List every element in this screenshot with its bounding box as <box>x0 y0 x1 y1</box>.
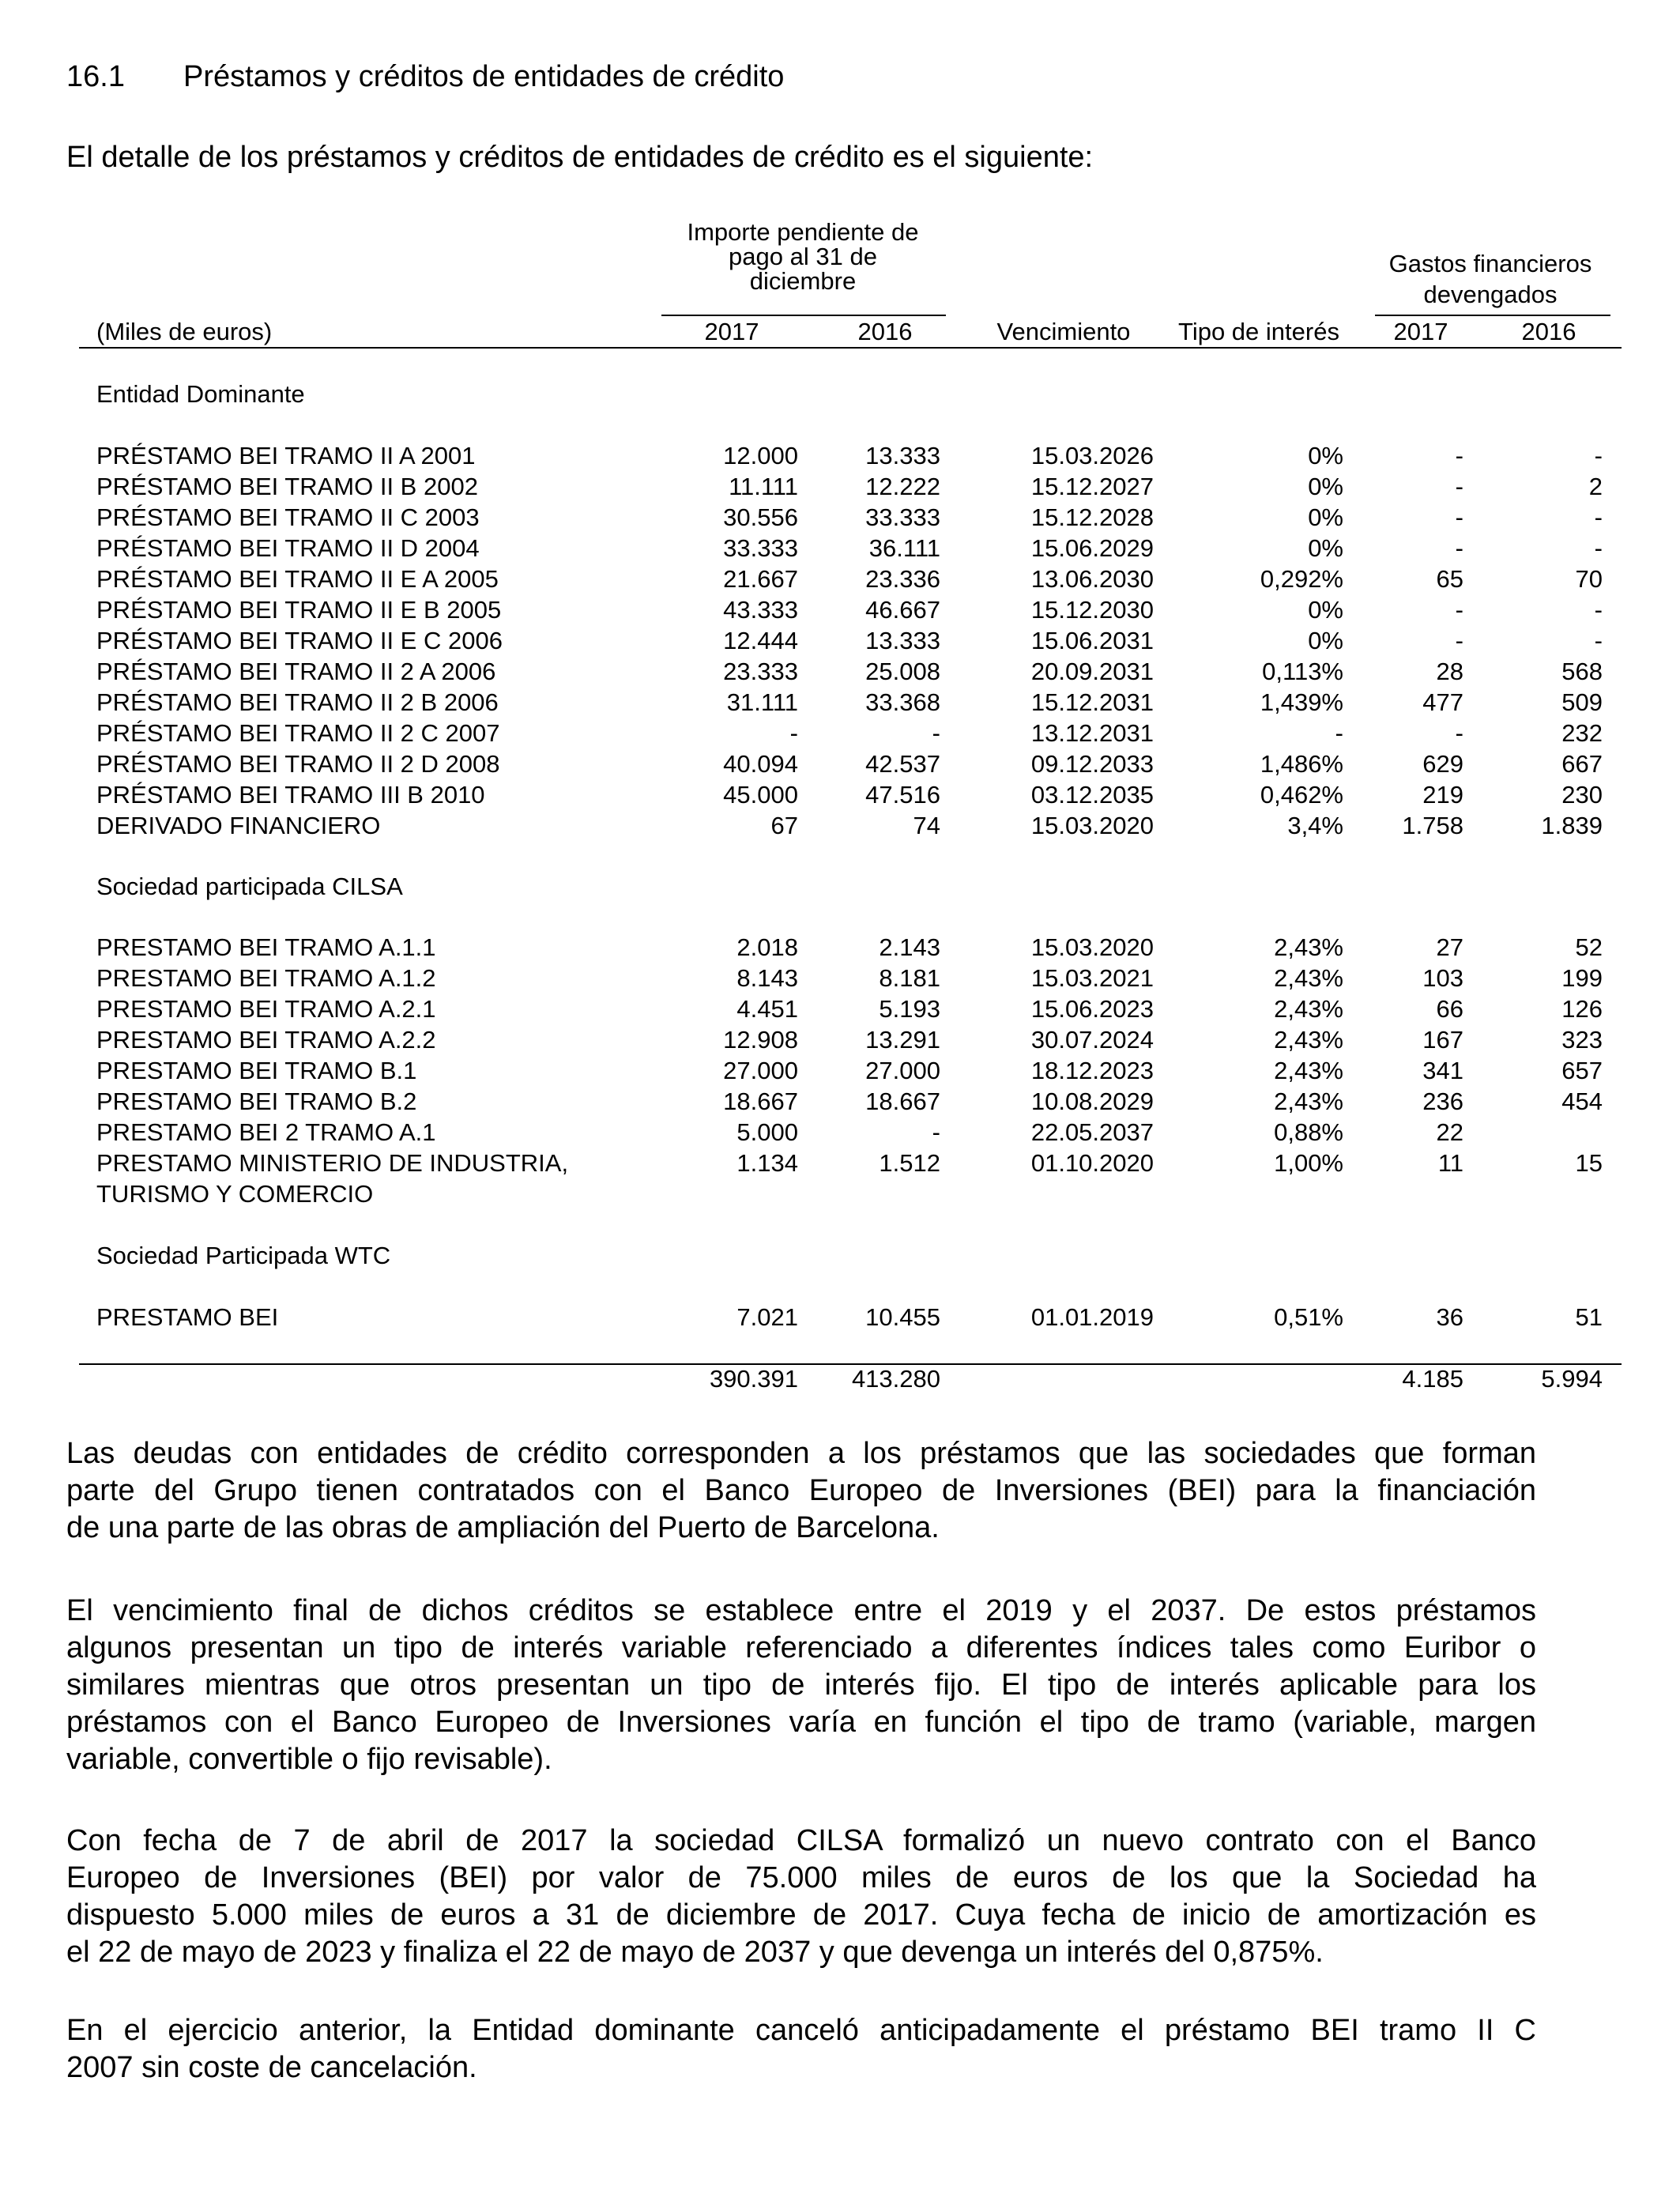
gastos-2016: - <box>1594 627 1603 654</box>
importe-2017: 8.143 <box>736 964 798 992</box>
importe-2016: 42.537 <box>865 750 940 778</box>
gastos-2016: 51 <box>1575 1303 1603 1331</box>
tipo-interes: - <box>1335 719 1343 747</box>
importe-2016: - <box>932 719 940 747</box>
paragraph-line: préstamos con el Banco Europeo de Inversiones varía en función el tipo de tramo (variable, margen <box>66 1706 1536 1739</box>
tipo-interes: 0,292% <box>1260 565 1343 593</box>
importe-2016: 27.000 <box>865 1057 940 1084</box>
loan-name: PRÉSTAMO BEI TRAMO II 2 A 2006 <box>96 658 496 685</box>
paragraph <box>66 2012 1536 2087</box>
paragraph-line: similares mientras que otros presentan un tipo de interés fijo. El tipo de interés aplicable para los <box>66 1668 1536 1702</box>
tipo-interes: 2,43% <box>1274 1057 1343 1084</box>
total-importe-2016: 413.280 <box>851 1365 940 1393</box>
total-gastos-2016: 5.994 <box>1541 1365 1603 1393</box>
tipo-interes: 0,462% <box>1260 781 1343 809</box>
importe-2016: 18.667 <box>865 1088 940 1115</box>
paragraph-line: 2007 sin coste de cancelación. <box>66 2051 477 2084</box>
paragraph-line: de una parte de las obras de ampliación del Puerto de Barcelona. <box>66 1511 940 1544</box>
vencimiento: 15.06.2029 <box>1030 534 1154 562</box>
importe-2017: 30.556 <box>723 503 798 531</box>
gastos-2016: 70 <box>1575 565 1603 593</box>
tipo-interes: 3,4% <box>1287 812 1343 839</box>
paragraph <box>66 1435 1536 1547</box>
gastos-2016: - <box>1594 596 1603 624</box>
paragraph-line: parte del Grupo tienen contratados con el Banco Europeo de Inversiones (BEI) para la financiación <box>66 1474 1536 1507</box>
importe-2016: 33.368 <box>865 688 940 716</box>
gastos-2016: 657 <box>1561 1057 1603 1084</box>
gastos-2017: - <box>1455 442 1463 469</box>
loan-name: PRÉSTAMO BEI TRAMO II C 2003 <box>96 503 480 531</box>
loan-name: PRÉSTAMO BEI TRAMO II 2 B 2006 <box>96 688 499 716</box>
tipo-interes: 0,88% <box>1274 1118 1343 1146</box>
loan-name: DERIVADO FINANCIERO <box>96 812 381 839</box>
paragraph <box>66 1823 1536 1971</box>
tipo-interes: 2,43% <box>1274 1026 1343 1054</box>
importe-2017: 67 <box>770 812 798 839</box>
importe-2017: 31.111 <box>726 688 798 716</box>
importe-2017: 27.000 <box>723 1057 798 1084</box>
vencimiento: 15.06.2023 <box>1030 995 1154 1023</box>
loan-name: PRESTAMO BEI TRAMO A.2.2 <box>96 1026 436 1054</box>
importe-2016: - <box>932 1118 940 1146</box>
gastos-2016: 1.839 <box>1541 812 1603 839</box>
importe-2016: 2.143 <box>879 933 940 961</box>
importe-2017: - <box>789 719 798 747</box>
gastos-2017: 477 <box>1422 688 1463 716</box>
paragraph <box>66 1593 1536 1778</box>
vencimiento: 22.05.2037 <box>1030 1118 1154 1146</box>
tipo-interes: 0% <box>1308 534 1343 562</box>
vencimiento: 20.09.2031 <box>1030 658 1154 685</box>
gastos-2017: 11 <box>1437 1149 1463 1177</box>
gastos-2016: - <box>1594 534 1603 562</box>
vencimiento: 10.08.2029 <box>1030 1088 1154 1115</box>
loan-name: PRÉSTAMO BEI TRAMO II B 2002 <box>96 473 478 500</box>
importe-2016: 5.193 <box>879 995 940 1023</box>
gastos-2016: 126 <box>1561 995 1603 1023</box>
gastos-2016: 667 <box>1561 750 1603 778</box>
tipo-interes: 1,00% <box>1274 1149 1343 1177</box>
gastos-2016: 509 <box>1561 688 1603 716</box>
group-title: Sociedad Participada WTC <box>96 1242 391 1269</box>
intro-text: El detalle de los préstamos y créditos de entidades de crédito es el siguiente: <box>66 141 1094 174</box>
gastos-2017: 1.758 <box>1402 812 1463 839</box>
vencimiento: 09.12.2033 <box>1030 750 1154 778</box>
importe-2017: 45.000 <box>723 781 798 809</box>
importe-2016: 12.222 <box>865 473 940 500</box>
gastos-2016: 199 <box>1561 964 1603 992</box>
header-tipo-interes: Tipo de interés <box>1178 318 1339 345</box>
loan-name: PRÉSTAMO BEI TRAMO II A 2001 <box>96 442 476 469</box>
importe-2016: 1.512 <box>879 1149 940 1177</box>
gastos-2017: 22 <box>1436 1118 1463 1146</box>
importe-2017: 12.444 <box>723 627 798 654</box>
header-importe-2016: 2016 <box>857 318 913 345</box>
gastos-2016: - <box>1594 503 1603 531</box>
vencimiento: 01.01.2019 <box>1030 1303 1154 1331</box>
header-gastos-2016: 2016 <box>1521 318 1576 345</box>
tipo-interes: 0,113% <box>1262 658 1343 685</box>
loan-name: PRÉSTAMO BEI TRAMO II E A 2005 <box>96 565 499 593</box>
gastos-2017: - <box>1455 473 1463 500</box>
tipo-interes: 0% <box>1308 442 1343 469</box>
vencimiento: 15.06.2031 <box>1030 627 1154 654</box>
header-gastos-line: devengados <box>1423 281 1558 308</box>
header-bottom-rule <box>79 347 1622 349</box>
gastos-2017: - <box>1455 503 1463 531</box>
importe-2016: 33.333 <box>865 503 940 531</box>
importe-2017: 5.000 <box>736 1118 798 1146</box>
gastos-2017: 36 <box>1436 1303 1463 1331</box>
gastos-2016: 232 <box>1561 719 1603 747</box>
gastos-2016: 323 <box>1561 1026 1603 1054</box>
tipo-interes: 0,51% <box>1274 1303 1343 1331</box>
gastos-2016: 52 <box>1575 933 1603 961</box>
importe-2017: 12.908 <box>723 1026 798 1054</box>
header-importe-line: diciembre <box>749 267 857 295</box>
loan-name: PRÉSTAMO BEI TRAMO II E C 2006 <box>96 627 503 654</box>
header-gastos-line: Gastos financieros <box>1388 250 1592 277</box>
importe-2017: 33.333 <box>723 534 798 562</box>
paragraph-line: Con fecha de 7 de abril de 2017 la sociedad CILSA formalizó un nuevo contrato con el Banco <box>66 1824 1536 1857</box>
tipo-interes: 2,43% <box>1274 933 1343 961</box>
gastos-2017: 27 <box>1436 933 1463 961</box>
header-vencimiento: Vencimiento <box>996 318 1131 345</box>
importe-2016: 13.291 <box>865 1026 940 1054</box>
tipo-interes: 0% <box>1308 473 1343 500</box>
tipo-interes: 0% <box>1308 596 1343 624</box>
gastos-2016: 230 <box>1561 781 1603 809</box>
loan-name: PRÉSTAMO BEI TRAMO III B 2010 <box>96 781 485 809</box>
header-units: (Miles de euros) <box>96 318 273 345</box>
loan-name: PRÉSTAMO BEI TRAMO II D 2004 <box>96 534 480 562</box>
tipo-interes: 0% <box>1308 503 1343 531</box>
importe-2016: 8.181 <box>879 964 940 992</box>
vencimiento: 15.12.2031 <box>1030 688 1154 716</box>
gastos-2017: - <box>1455 627 1463 654</box>
vencimiento: 15.12.2030 <box>1030 596 1154 624</box>
tipo-interes: 2,43% <box>1274 964 1343 992</box>
vencimiento: 13.06.2030 <box>1030 565 1154 593</box>
loan-name: PRESTAMO BEI TRAMO A.1.2 <box>96 964 436 992</box>
tipo-interes: 1,439% <box>1260 688 1343 716</box>
importe-2017: 4.451 <box>736 995 798 1023</box>
header-gastos-2017: 2017 <box>1393 318 1448 345</box>
paragraph-line: dispuesto 5.000 miles de euros a 31 de diciembre de 2017. Cuya fecha de inicio de amortización es <box>66 1898 1536 1932</box>
importe-2017: 1.134 <box>736 1149 798 1177</box>
importe-2016: 13.333 <box>865 442 940 469</box>
gastos-2016: 15 <box>1575 1149 1603 1177</box>
header-importe-line: pago al 31 de <box>729 243 877 270</box>
loan-name: PRESTAMO BEI TRAMO B.2 <box>96 1088 417 1115</box>
importe-2016: 47.516 <box>865 781 940 809</box>
gastos-2017: 219 <box>1422 781 1463 809</box>
tipo-interes: 1,486% <box>1260 750 1343 778</box>
paragraph-line: El vencimiento final de dichos créditos se establece entre el 2019 y el 2037. De estos préstamos <box>66 1594 1536 1627</box>
gastos-2017: 66 <box>1436 995 1463 1023</box>
section-title: Préstamos y créditos de entidades de crédito <box>183 60 785 93</box>
importe-2017: 21.667 <box>723 565 798 593</box>
gastos-2017: 103 <box>1422 964 1463 992</box>
loan-name: PRESTAMO BEI <box>96 1303 279 1331</box>
gastos-2017: - <box>1455 596 1463 624</box>
gastos-2016: 568 <box>1561 658 1603 685</box>
vencimiento: 01.10.2020 <box>1030 1149 1154 1177</box>
vencimiento: 15.03.2020 <box>1030 812 1154 839</box>
paragraph-line: algunos presentan un tipo de interés variable referenciado a diferentes índices tales como Euribor o <box>66 1631 1536 1664</box>
tipo-interes: 2,43% <box>1274 1088 1343 1115</box>
vencimiento: 13.12.2031 <box>1030 719 1154 747</box>
vencimiento: 18.12.2023 <box>1030 1057 1154 1084</box>
importe-2017: 12.000 <box>723 442 798 469</box>
gastos-2016: - <box>1594 442 1603 469</box>
section-number: 16.1 <box>66 60 125 93</box>
vencimiento: 15.03.2026 <box>1030 442 1154 469</box>
loan-name: PRESTAMO BEI 2 TRAMO A.1 <box>96 1118 436 1146</box>
paragraph-line: variable, convertible o fijo revisable). <box>66 1743 552 1776</box>
paragraph-line: Europeo de Inversiones (BEI) por valor de 75.000 miles de euros de los que la Sociedad ha <box>66 1861 1536 1894</box>
total-importe-2017: 390.391 <box>709 1365 798 1393</box>
group-title: Sociedad participada CILSA <box>96 873 403 900</box>
loan-name: PRESTAMO BEI TRAMO B.1 <box>96 1057 417 1084</box>
importe-2017: 2.018 <box>736 933 798 961</box>
loan-name: PRESTAMO BEI TRAMO A.2.1 <box>96 995 436 1023</box>
total-gastos-2017: 4.185 <box>1402 1365 1463 1393</box>
gastos-2017: 28 <box>1436 658 1463 685</box>
tipo-interes: 2,43% <box>1274 995 1343 1023</box>
importe-2016: 36.111 <box>868 534 940 562</box>
gastos-2016: 454 <box>1561 1088 1603 1115</box>
importe-2017: 23.333 <box>723 658 798 685</box>
vencimiento: 30.07.2024 <box>1030 1026 1154 1054</box>
section-heading <box>66 60 784 94</box>
importe-2016: 25.008 <box>865 658 940 685</box>
header-importe-2017: 2017 <box>704 318 759 345</box>
gastos-2017: - <box>1455 534 1463 562</box>
gastos-2017: 341 <box>1422 1057 1463 1084</box>
importe-2016: 10.455 <box>865 1303 940 1331</box>
vencimiento: 15.12.2027 <box>1030 473 1154 500</box>
gastos-2017: 236 <box>1422 1088 1463 1115</box>
paragraph-line: el 22 de mayo de 2023 y finaliza el 22 de mayo de 2037 y que devenga un interés del 0,875%. <box>66 1936 1324 1969</box>
gastos-2017: 629 <box>1422 750 1463 778</box>
totals-top-rule <box>79 1363 1622 1365</box>
header-importe-line: Importe pendiente de <box>687 218 919 246</box>
loan-name-continuation: TURISMO Y COMERCIO <box>96 1180 374 1208</box>
importe-2017: 40.094 <box>723 750 798 778</box>
importe-2017: 11.111 <box>729 473 798 500</box>
importe-2016: 46.667 <box>865 596 940 624</box>
importe-2017: 43.333 <box>723 596 798 624</box>
gastos-2016: 2 <box>1588 473 1603 500</box>
gastos-2017: - <box>1455 719 1463 747</box>
loan-name: PRÉSTAMO BEI TRAMO II 2 C 2007 <box>96 719 500 747</box>
loan-name: PRESTAMO MINISTERIO DE INDUSTRIA, <box>96 1149 569 1177</box>
tipo-interes: 0% <box>1308 627 1343 654</box>
importe-2016: 23.336 <box>865 565 940 593</box>
paragraph-line: Las deudas con entidades de crédito corresponden a los préstamos que las sociedades que forman <box>66 1437 1536 1470</box>
gastos-2017: 65 <box>1436 565 1463 593</box>
group-title: Entidad Dominante <box>96 380 305 408</box>
importe-2017: 18.667 <box>723 1088 798 1115</box>
vencimiento: 15.03.2021 <box>1030 964 1154 992</box>
gastos-2017: 167 <box>1422 1026 1463 1054</box>
paragraph-line: En el ejercicio anterior, la Entidad dominante canceló anticipadamente el préstamo BEI tramo II C <box>66 2014 1536 2047</box>
importe-2016: 74 <box>913 812 940 839</box>
vencimiento: 15.12.2028 <box>1030 503 1154 531</box>
vencimiento: 15.03.2020 <box>1030 933 1154 961</box>
importe-2016: 13.333 <box>865 627 940 654</box>
loan-name: PRESTAMO BEI TRAMO A.1.1 <box>96 933 436 961</box>
loan-name: PRÉSTAMO BEI TRAMO II 2 D 2008 <box>96 750 500 778</box>
vencimiento: 03.12.2035 <box>1030 781 1154 809</box>
loan-name: PRÉSTAMO BEI TRAMO II E B 2005 <box>96 596 502 624</box>
importe-2017: 7.021 <box>736 1303 798 1331</box>
